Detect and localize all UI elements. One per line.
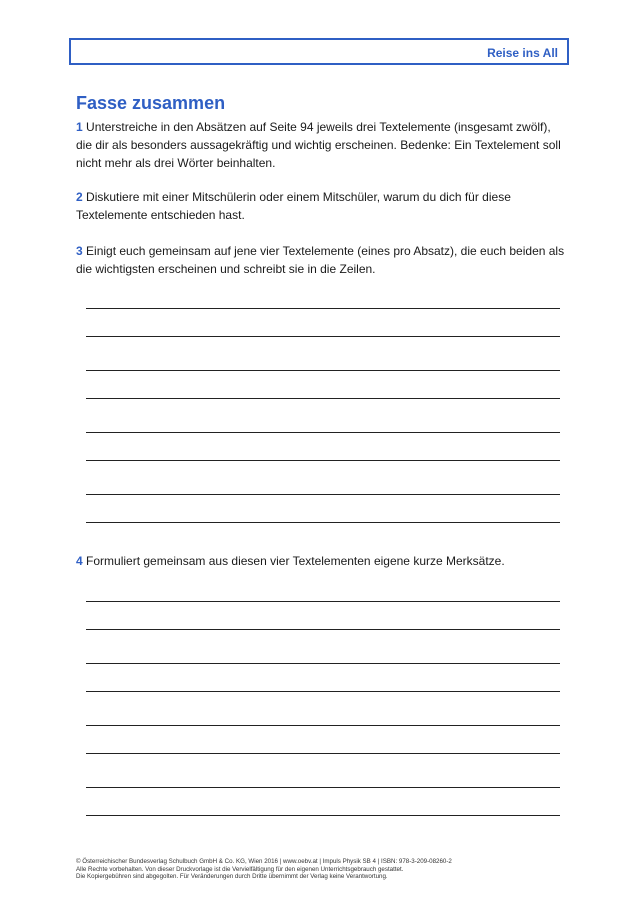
writing-line[interactable] xyxy=(86,494,560,495)
writing-line[interactable] xyxy=(86,522,560,523)
footer-fees: Die Kopiergebühren sind abgegolten. Für Veränderungen durch Dritte übernimmt der Verlag keine Verantwortung. xyxy=(76,873,388,881)
task-2 xyxy=(76,188,566,224)
footer-copyright: © Österreichischer Bundesverlag Schulbuch GmbH & Co. KG, Wien 2016 | www.oebv.at | Impuls Physik SB 4 | ISBN: 978-3-209-08260-2 xyxy=(76,858,452,865)
page-title: Fasse zusammen xyxy=(76,93,226,113)
writing-line[interactable] xyxy=(86,460,560,461)
writing-line[interactable] xyxy=(86,725,560,726)
footer xyxy=(76,858,576,881)
header-title: Reise ins All xyxy=(487,46,558,60)
writing-line[interactable] xyxy=(86,629,560,630)
task-4 xyxy=(76,552,566,570)
task-1-text: Unterstreiche in den Absätzen auf Seite 94 jeweils drei Textelemente (insgesamt zwölf), die dir als besonders aussagekräftig und wichtig erscheinen. Bedenke: Ein Textelement soll nicht mehr als drei Wörter beinhalten. xyxy=(76,120,561,170)
task-3 xyxy=(76,242,566,278)
writing-line[interactable] xyxy=(86,308,560,309)
writing-line[interactable] xyxy=(86,691,560,692)
writing-line[interactable] xyxy=(86,601,560,602)
task-1-number: 1 xyxy=(76,120,83,134)
writing-line[interactable] xyxy=(86,370,560,371)
writing-line[interactable] xyxy=(86,432,560,433)
writing-line[interactable] xyxy=(86,398,560,399)
footer-rights: Alle Rechte vorbehalten. Von dieser Druckvorlage ist die Vervielfältigung für den eigenen Unterrichtsgebrauch gestattet. xyxy=(76,865,404,873)
header-box xyxy=(69,38,569,65)
task-1 xyxy=(76,118,566,172)
task-4-number: 4 xyxy=(76,554,83,568)
writing-line[interactable] xyxy=(86,663,560,664)
writing-line[interactable] xyxy=(86,787,560,788)
task-3-text: Einigt euch gemeinsam auf jene vier Textelemente (eines pro Absatz), die euch beiden als die wichtigsten erscheinen und schreibt sie in die Zeilen. xyxy=(76,244,565,276)
task-2-text: Diskutiere mit einer Mitschülerin oder einem Mitschüler, warum du dich für diese Textelemente entschieden hast. xyxy=(76,190,511,222)
task-3-number: 3 xyxy=(76,244,83,258)
writing-line[interactable] xyxy=(86,336,560,337)
task-4-text: Formuliert gemeinsam aus diesen vier Textelementen eigene kurze Merksätze. xyxy=(86,554,505,568)
writing-line[interactable] xyxy=(86,815,560,816)
task-2-number: 2 xyxy=(76,190,83,204)
writing-line[interactable] xyxy=(86,753,560,754)
